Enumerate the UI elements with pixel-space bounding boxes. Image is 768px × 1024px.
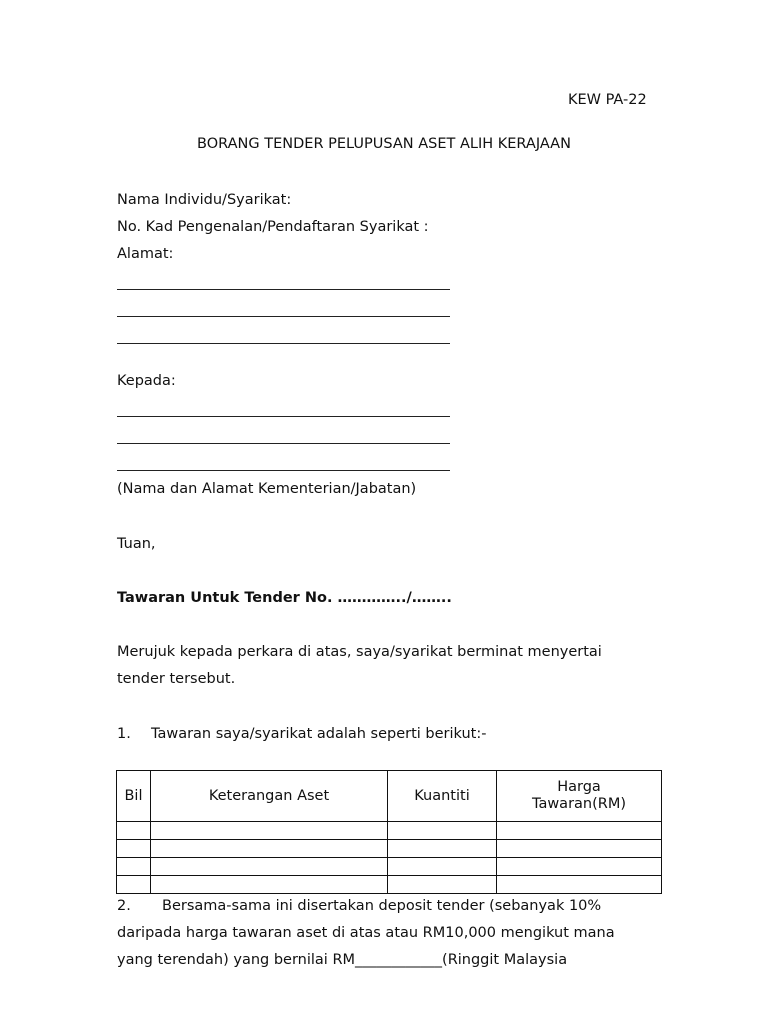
intro-line-2: tender tersebut. (117, 671, 236, 687)
table-cell[interactable] (388, 822, 497, 840)
table-cell[interactable] (497, 840, 662, 858)
table-row (117, 840, 662, 858)
item-1-text: Tawaran saya/syarikat adalah seperti berikut:- (151, 726, 487, 742)
table-cell[interactable] (497, 876, 662, 894)
salutation: Tuan, (117, 536, 156, 552)
table-cell[interactable] (151, 858, 388, 876)
table-cell[interactable] (151, 840, 388, 858)
table-cell[interactable] (117, 840, 151, 858)
table-cell[interactable] (497, 858, 662, 876)
table-row (117, 822, 662, 840)
subject-line: Tawaran Untuk Tender No. …………../…….. (117, 590, 452, 606)
table-cell[interactable] (117, 822, 151, 840)
address-line-2 (117, 316, 450, 317)
form-reference-code: KEW PA-22 (568, 92, 647, 108)
table-header-row (117, 771, 662, 822)
item-2-line-3: yang terendah) yang bernilai RM____________(Ringgit Malaysia (117, 952, 568, 968)
header-bil: Bil (117, 771, 151, 822)
recipient-line-1 (117, 416, 450, 417)
header-kuantiti: Kuantiti (388, 771, 497, 822)
table-cell[interactable] (388, 840, 497, 858)
form-title: BORANG TENDER PELUPUSAN ASET ALIH KERAJAAN (197, 136, 571, 152)
header-harga-tawaran (497, 771, 662, 822)
field-id-label: No. Kad Pengenalan/Pendaftaran Syarikat : (117, 219, 429, 235)
intro-line-1: Merujuk kepada perkara di atas, saya/syarikat berminat menyertai (117, 644, 602, 660)
address-line-3 (117, 343, 450, 344)
item-1-number: 1. (117, 726, 131, 742)
table-cell[interactable] (151, 876, 388, 894)
item-2-number: 2. (117, 898, 131, 914)
field-address-label: Alamat: (117, 246, 174, 262)
recipient-label: Kepada: (117, 373, 176, 389)
table-row (117, 876, 662, 894)
table-cell[interactable] (497, 822, 662, 840)
recipient-note: (Nama dan Alamat Kementerian/Jabatan) (117, 481, 417, 497)
table-cell[interactable] (151, 822, 388, 840)
header-keterangan-aset: Keterangan Aset (151, 771, 388, 822)
recipient-line-2 (117, 443, 450, 444)
table-cell[interactable] (388, 876, 497, 894)
recipient-line-3 (117, 470, 450, 471)
address-line-1 (117, 289, 450, 290)
table-cell[interactable] (117, 858, 151, 876)
asset-offer-table (116, 770, 662, 894)
field-name-label: Nama Individu/Syarikat: (117, 192, 292, 208)
table-row (117, 858, 662, 876)
table-cell[interactable] (117, 876, 151, 894)
header-harga-tawaran-text: Harga Tawaran(RM) (531, 779, 627, 812)
table-cell[interactable] (388, 858, 497, 876)
item-2-line-1: Bersama-sama ini disertakan deposit tender (sebanyak 10% (162, 898, 602, 914)
item-2-line-2: daripada harga tawaran aset di atas atau RM10,000 mengikut mana (117, 925, 615, 941)
